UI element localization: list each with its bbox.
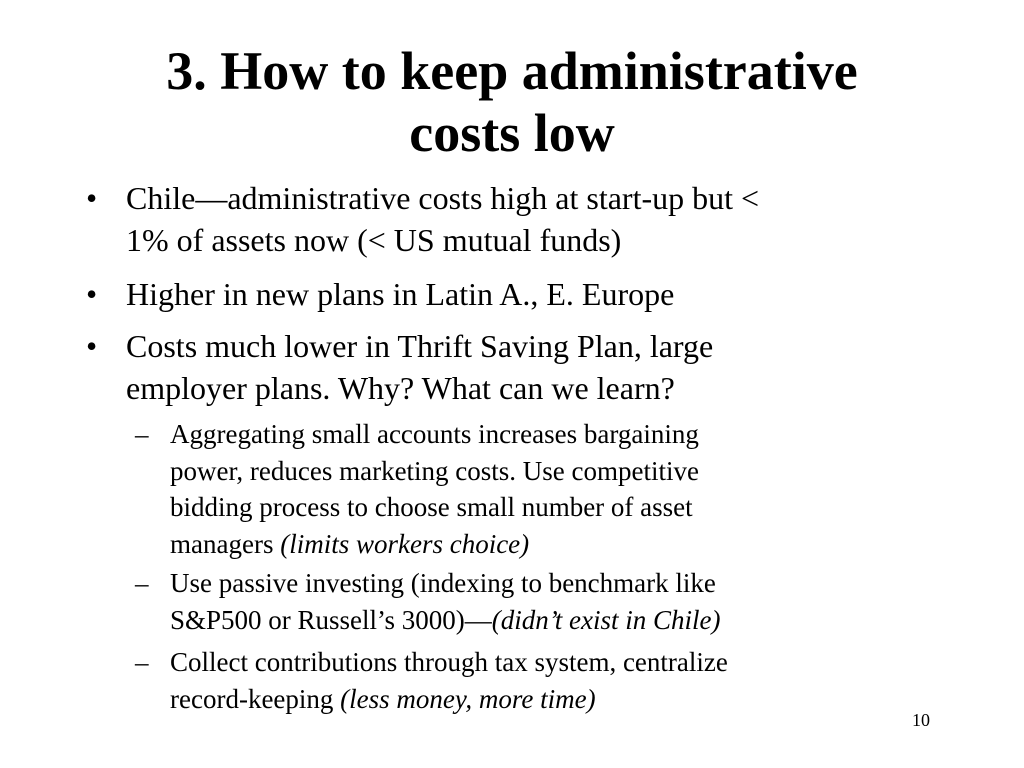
sub-bullet-2-text: S&P500 or Russell’s 3000)— bbox=[170, 605, 492, 635]
bullet-1-line-2: 1% of assets now (< US mutual funds) bbox=[126, 222, 622, 258]
bullet-3-line-1: Costs much lower in Thrift Saving Plan, large bbox=[126, 328, 714, 364]
bullet-3-line-2: employer plans. Why? What can we learn? bbox=[126, 370, 675, 406]
sub-bullet-3-text: record-keeping bbox=[170, 684, 341, 714]
sub-bullet-1-line-3: bidding process to choose small number of asset bbox=[170, 492, 693, 522]
slide-title-line-2: costs low bbox=[409, 103, 615, 163]
slide-title-line-1: 3. How to keep administrative bbox=[166, 41, 858, 101]
sub-bullet-marker: – bbox=[135, 419, 149, 449]
sub-bullet-2-italic-note: (didn’t exist in Chile) bbox=[491, 605, 721, 635]
sub-bullet-2-line-2 bbox=[170, 604, 721, 636]
bullet-2-line-1: Higher in new plans in Latin A., E. Europe bbox=[126, 276, 675, 312]
sub-bullet-1-line-4 bbox=[170, 528, 529, 560]
sub-bullet-1-line-2: power, reduces marketing costs. Use competitive bbox=[170, 456, 700, 486]
slide-number: 10 bbox=[912, 710, 930, 730]
bullet-marker: • bbox=[86, 276, 98, 312]
sub-bullet-1-italic-note: (limits workers choice) bbox=[280, 529, 530, 559]
sub-bullet-marker: – bbox=[135, 568, 149, 598]
bullet-1-line-1: Chile—administrative costs high at start-up but < bbox=[126, 180, 760, 216]
sub-bullet-1-line-1: Aggregating small accounts increases bargaining bbox=[170, 419, 699, 449]
bullet-marker: • bbox=[86, 328, 98, 364]
sub-bullet-1-text: managers bbox=[170, 529, 281, 559]
sub-bullet-3-line-2 bbox=[170, 683, 596, 715]
bullet-marker: • bbox=[86, 180, 98, 216]
sub-bullet-2-line-1: Use passive investing (indexing to benchmark like bbox=[170, 568, 716, 598]
sub-bullet-marker: – bbox=[135, 647, 149, 677]
sub-bullet-3-line-1: Collect contributions through tax system, centralize bbox=[170, 647, 728, 677]
sub-bullet-3-italic-note: (less money, more time) bbox=[340, 684, 596, 714]
